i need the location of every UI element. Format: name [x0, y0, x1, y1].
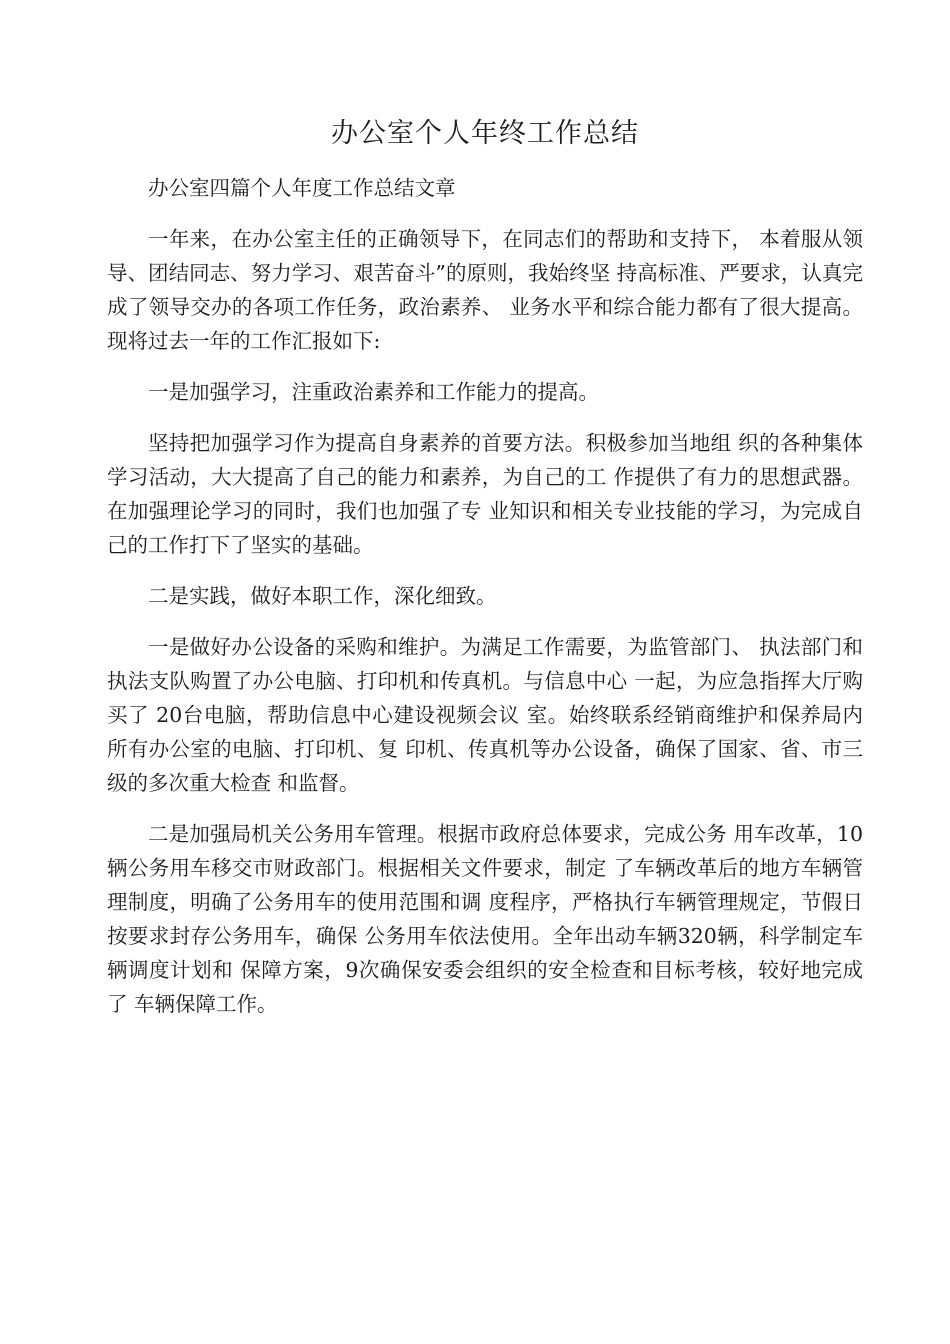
section-heading-practice: 二是实践，做好本职工作，深化细致。 [148, 584, 497, 608]
document-page [107, 112, 863, 1038]
document-title: 办公室个人年终工作总结 [331, 118, 639, 149]
paragraph-intro: 一年来，在办公室主任的正确领导下，在同志们的帮助和支持下， 本着服从领导、团结同志、努力学习、艰苦奋斗”的原则，我始终坚 持高标准、严要求，认真完成了领导交办的各项工作任务，政治素养、 业务水平和综合能力都有了很大提高。现将过去一年的工作汇报如下: [107, 227, 863, 353]
document-subtitle: 办公室四篇个人年度工作总结文章 [148, 176, 456, 200]
paragraph-vehicles: 二是加强局机关公务用车管理。根据市政府总体要求，完成公务 用车改革，10辆公务用车移交市财政部门。根据相关文件要求，制定 了车辆改革后的地方车辆管理制度，明确了公务用车的使用范围和调 度程序，严格执行车辆管理规定，节假日按要求封存公务用车，确保 公务用车依法使用。全年出动车辆320辆，科学制定车辆调度计划和 保障方案，9次确保安委会组织的安全检查和目标考核，较好地完成了 车辆保障工作。 [107, 822, 863, 1016]
paragraph-equipment: 一是做好办公设备的采购和维护。为满足工作需要，为监管部门、 执法部门和执法支队购置了办公电脑、打印机和传真机。与信息中心 一起，为应急指挥大厅购买了 20台电脑，帮助信息中心建设视频会议 室。始终联系经销商维护和保养局内所有办公室的电脑、打印机、复 印机、传真机等办公设备，确保了国家、省、市三级的多次重大检查 和监督。 [107, 635, 863, 795]
paragraph-study: 坚持把加强学习作为提高自身素养的首要方法。积极参加当地组 织的各种集体学习活动，大大提高了自己的能力和素养，为自己的工 作提供了有力的思想武器。在加强理论学习的同时，我们也加强了专 业知识和相关专业技能的学习，为完成自己的工作打下了坚实的基础。 [107, 431, 863, 557]
section-heading-study: 一是加强学习，注重政治素养和工作能力的提高。 [148, 380, 599, 404]
